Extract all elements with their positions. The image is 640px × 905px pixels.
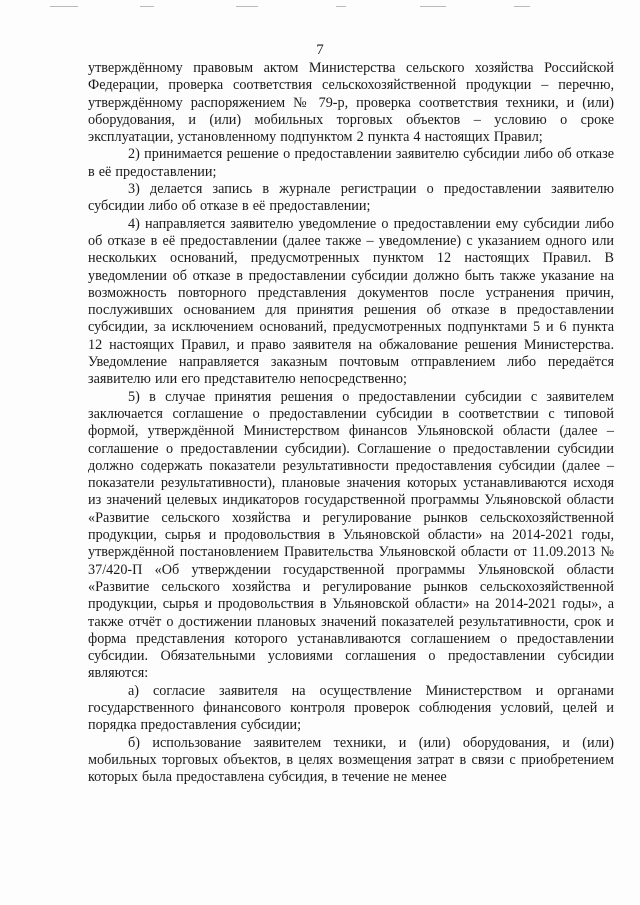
scan-artifact-marks	[0, 6, 640, 10]
page-number: 7	[316, 42, 324, 58]
document-body	[88, 60, 614, 786]
paragraph-item-5: 5) в случае принятия решения о предоставлении субсидии с заявителем заключается соглашение о предоставлении субсидии в соответствии с типовой формой, утверждённой Министерством финансов Ульяновской области (далее – соглашение о предоставлении субсидии). Соглашение о предоставлении субсидии должно содержать показатели результативности предоставления субсидии (далее – показатели результативности), плановые значения которых устанавливаются исходя из значений целевых индикаторов государственной программы Ульяновской области «Развитие сельского хозяйства и регулирование рынков сельскохозяйственной продукции, сырья и продовольствия в Ульяновской области» на 2014-2021 годы, утверждённой постановлением Правительства Ульяновской области от 11.09.2013 № 37/420-П «Об утверждении государственной программы Ульяновской области «Развитие сельского хозяйства и регулирование рынков сельскохозяйственной продукции, сырья и продовольствия в Ульяновской области» на 2014-2021 годы», а также отчёт о достижении плановых значений показателей результативности, срок и форма представления которого устанавливаются соглашением о предоставлении субсидии. Обязательными условиями соглашения о предоставлении субсидии являются:	[88, 388, 614, 682]
paragraph-item-3: 3) делается запись в журнале регистрации о предоставлении заявителю субсидии либо об отказе в её предоставлении;	[88, 181, 614, 215]
paragraph-subitem-b: б) использование заявителем техники, и (или) оборудования, и (или) мобильных торговых объектов, в целях возмещения затрат в связи с приобретением которых была предоставлена субсидия, в течение не менее	[88, 734, 614, 786]
paragraph-continuation: утверждённому правовым актом Министерства сельского хозяйства Российской Федерации, проверка соответствия сельскохозяйственной продукции – перечню, утверждённому распоряжением № 79-р, проверка соответствия техники, и (или) оборудования, и (или) мобильных торговых объектов – условию о сроке эксплуатации, установленному подпунктом 2 пункта 4 настоящих Правил;	[88, 60, 614, 146]
paragraph-item-4: 4) направляется заявителю уведомление о предоставлении ему субсидии либо об отказе в её предоставлении (далее также – уведомление) с указанием одного или нескольких оснований, предусмотренных пунктом 12 настоящих Правил. В уведомлении об отказе в предоставлении субсидии должно быть также указание на возможность повторного представления документов после устранения причин, послуживших основанием для принятия решения об отказе в предоставлении субсидии, за исключением оснований, предусмотренных подпунктами 5 и 6 пункта 12 настоящих Правил, и право заявителя на обжалование решения Министерства. Уведомление направляется заказным почтовым отправлением либо передаётся заявителю или его представителю непосредственно;	[88, 215, 614, 388]
paragraph-subitem-a: а) согласие заявителя на осуществление Министерством и органами государственного финансового контроля проверок соблюдения условий, целей и порядка предоставления субсидии;	[88, 682, 614, 734]
paragraph-item-2: 2) принимается решение о предоставлении заявителю субсидии либо об отказе в её предоставлении;	[88, 146, 614, 180]
